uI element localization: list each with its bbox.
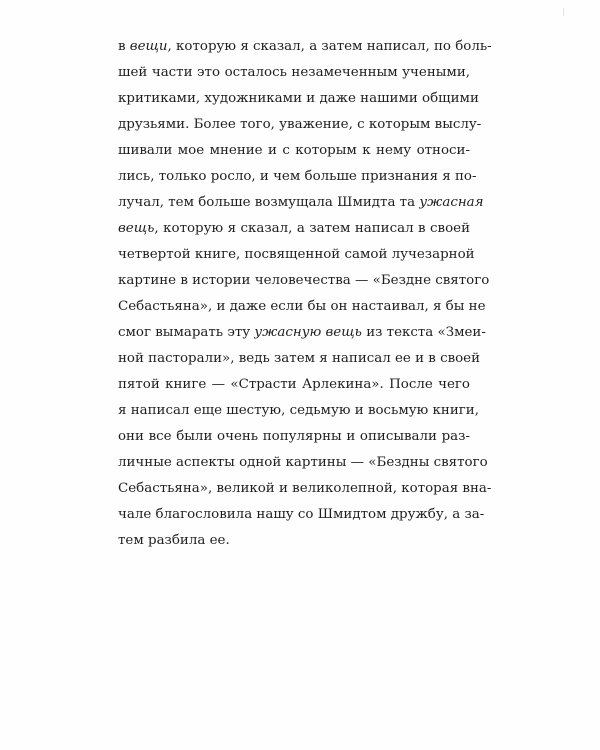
text-run: пятой книге — «Страсти Арлекина». После чего	[118, 377, 470, 392]
text-run: шей части это осталось незамеченным учеными,	[118, 65, 470, 80]
text-line	[118, 346, 481, 372]
italic-text: ужасную вещь	[254, 325, 362, 340]
text-line	[118, 216, 470, 242]
italic-text: ужасная	[419, 195, 484, 210]
italic-text: вещи	[129, 39, 168, 54]
text-run: четвертой книге, посвященной самой лучезарной	[118, 247, 475, 262]
text-run: смог вымарать эту	[118, 325, 255, 340]
text-line	[118, 424, 470, 450]
text-line	[118, 190, 484, 216]
text-line	[118, 34, 492, 60]
text-line	[118, 268, 490, 294]
text-line	[118, 164, 477, 190]
text-line	[118, 86, 479, 112]
text-run: в	[118, 39, 130, 54]
text-run: картине в истории человечества — «Бездне святого	[118, 273, 490, 288]
text-line	[118, 112, 482, 138]
text-run: Себастьяна», и даже если бы он настаивал, я бы не	[118, 299, 486, 314]
text-line	[118, 138, 470, 164]
page-corner-mark	[563, 8, 564, 16]
text-line	[118, 502, 485, 528]
text-line	[118, 320, 486, 346]
text-line	[118, 450, 488, 476]
text-run: Себастьяна», великой и великолепной, которая вна-	[118, 481, 492, 496]
text-line	[118, 242, 475, 268]
italic-text: вещь	[118, 221, 155, 236]
text-run: , которую я сказал, а затем написал в своей	[154, 221, 470, 236]
text-line	[118, 372, 470, 398]
text-run: они все были очень популярны и описывали раз-	[118, 429, 470, 444]
text-run: личные аспекты одной картины — «Бездны святого	[118, 455, 488, 470]
text-run: из текста «Змеи-	[361, 325, 486, 340]
text-run: чале благословила нашу со Шмидтом дружбу, а за-	[118, 507, 485, 522]
text-line	[118, 398, 479, 424]
text-run: лучал, тем больше возмущала Шмидта та	[118, 195, 420, 210]
text-line	[118, 294, 486, 320]
text-run: друзьями. Более того, уважение, с которым выслу-	[118, 117, 482, 132]
text-run: я написал еще шестую, седьмую и восьмую книги,	[118, 403, 479, 418]
text-run: лись, только росло, и чем больше признания я по-	[118, 169, 477, 184]
text-run: критиками, художниками и даже нашими общими	[118, 91, 479, 106]
text-line	[118, 60, 470, 86]
text-run: , которую я сказал, а затем написал, по боль-	[167, 39, 492, 54]
text-run: шивали мое мнение и с которым к нему относи-	[118, 143, 470, 158]
text-run: ной пасторали», ведь затем я написал ее и в своей	[118, 351, 481, 366]
text-line	[118, 528, 230, 554]
text-line	[118, 476, 492, 502]
text-run: тем разбила ее.	[118, 533, 230, 548]
